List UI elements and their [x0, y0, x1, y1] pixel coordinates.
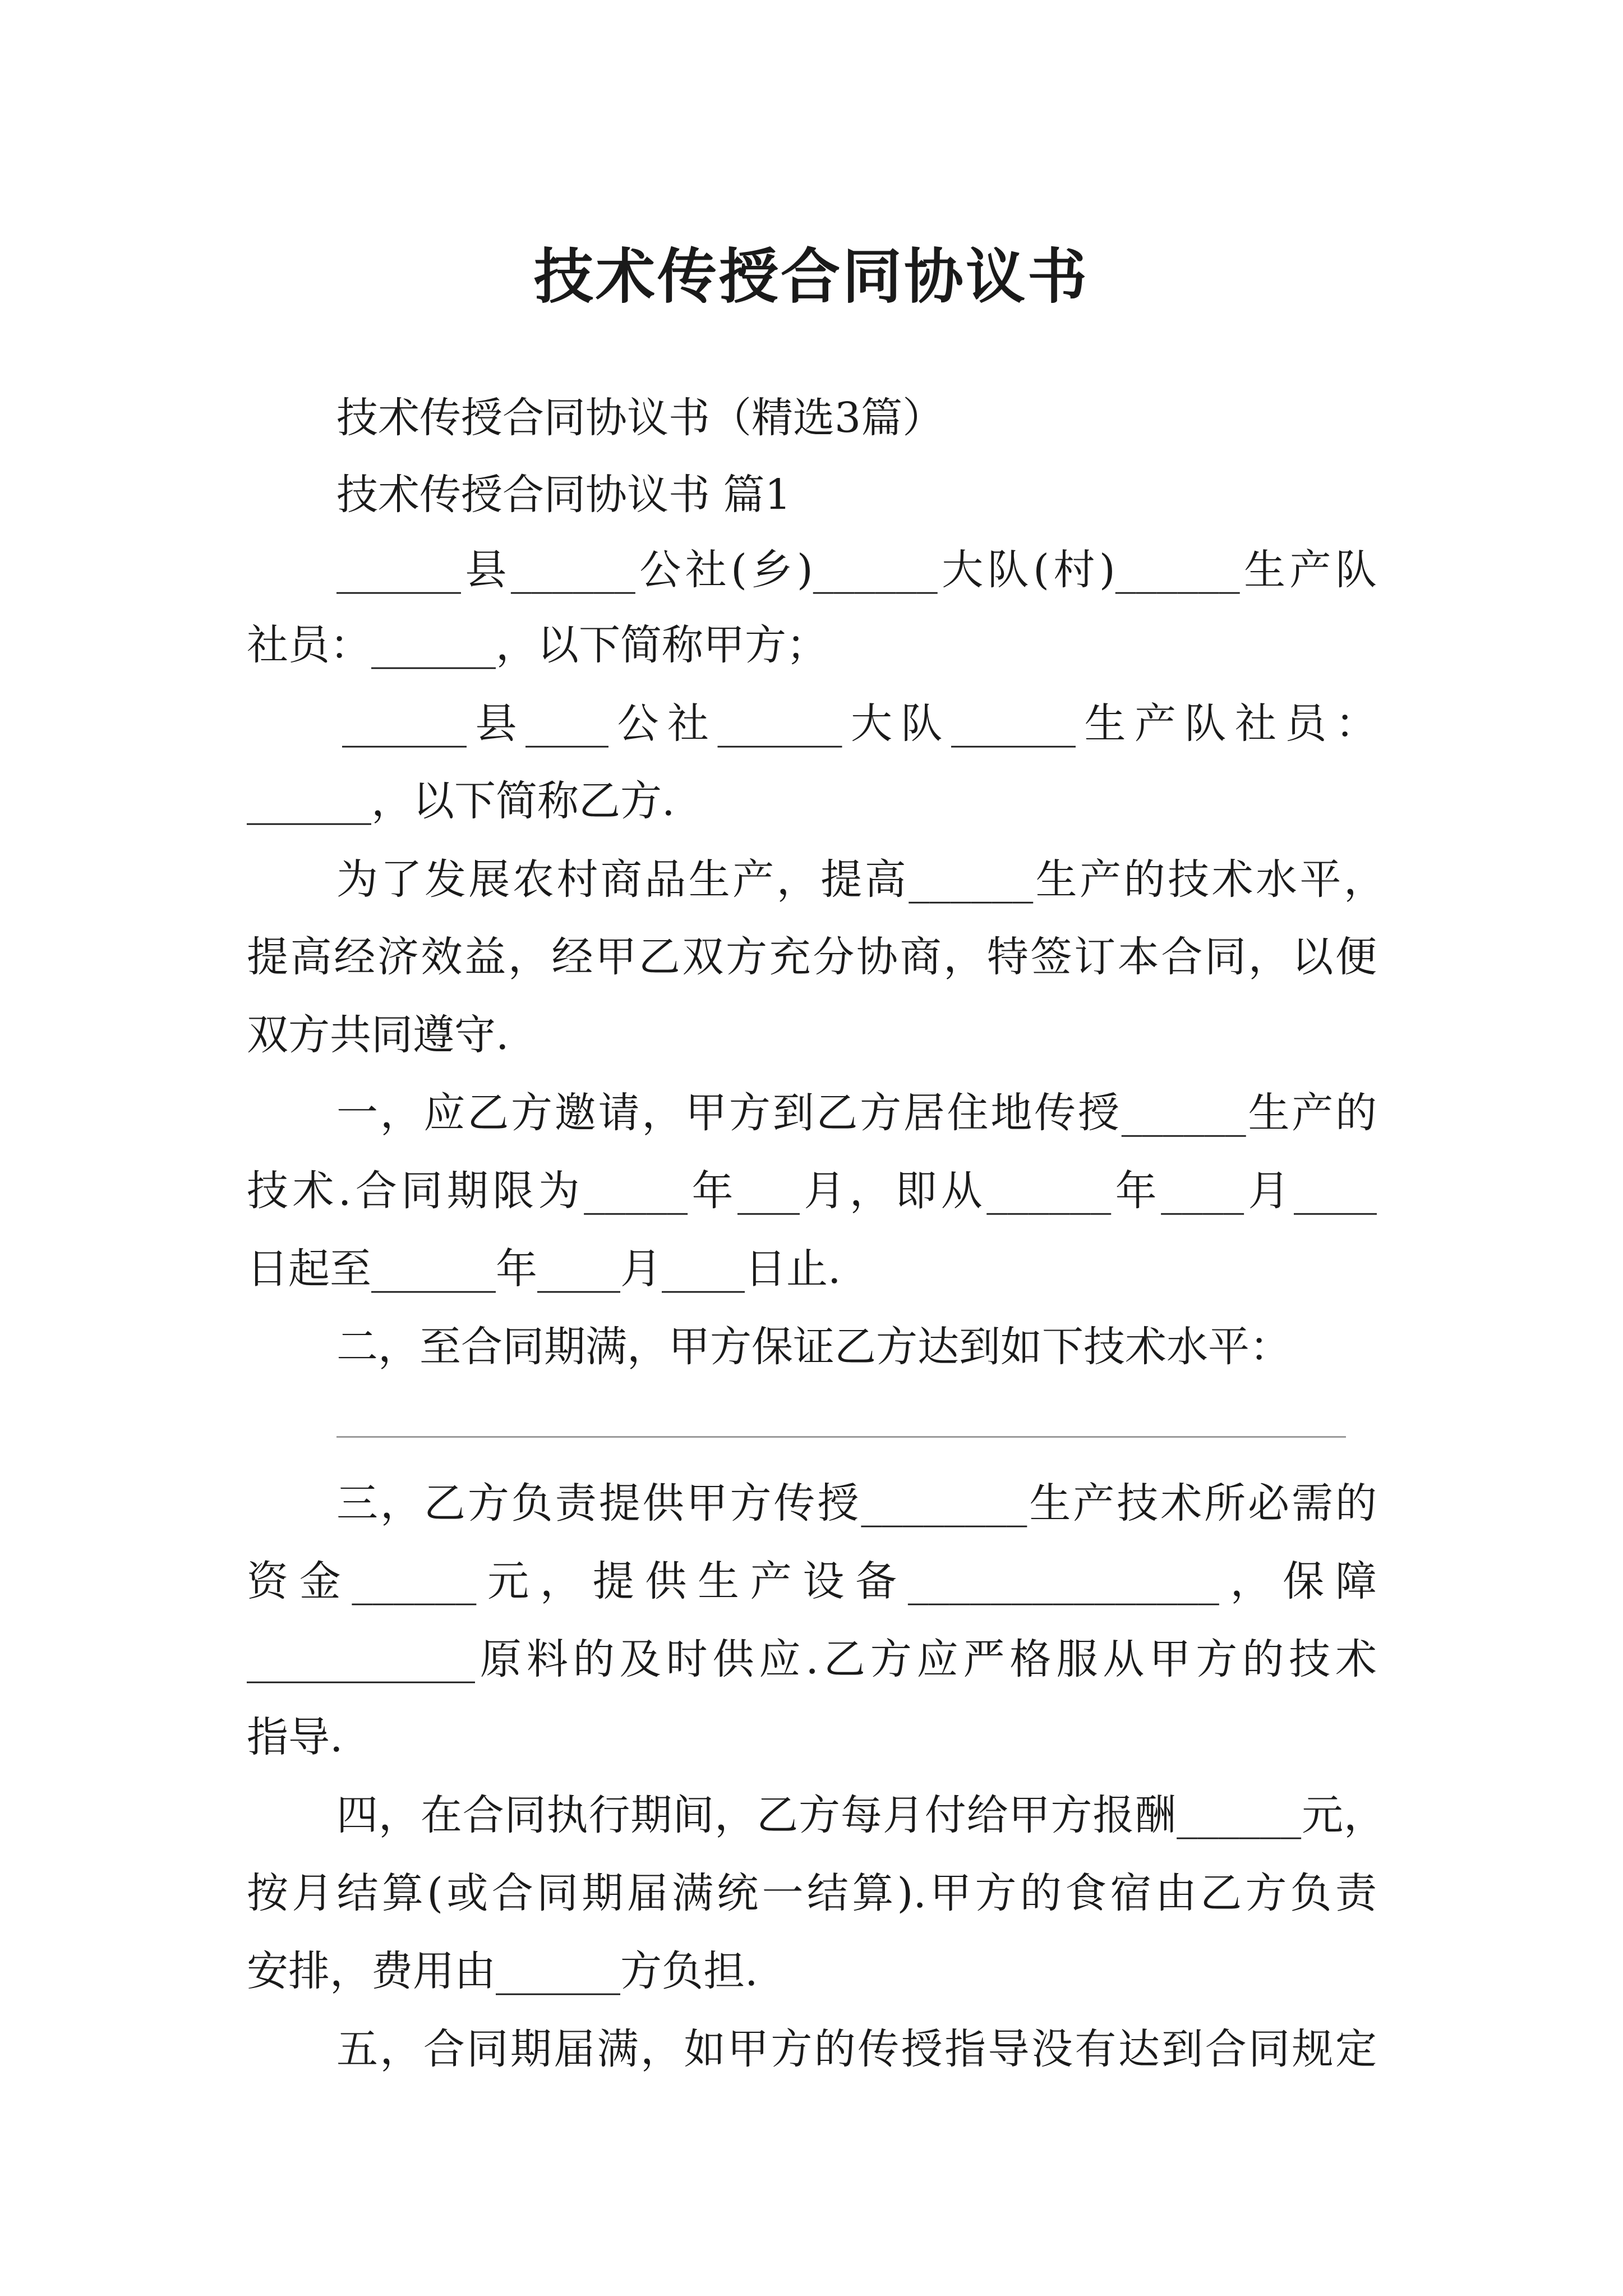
- clause-5-line-1: 五，合同期届满，如甲方的传授指导没有达到合同规定: [336, 2025, 1377, 2073]
- paragraph-intro-line-2: 提高经济效益，经甲乙双方充分协商，特签订本合同，以便: [247, 933, 1377, 981]
- clause-4-line-2: 按月结算(或合同期届满统一结算).甲方的食宿由乙方负责: [247, 1869, 1377, 1917]
- clause-1-line-1: 一，应乙方邀请，甲方到乙方居住地传授______生产的: [336, 1089, 1377, 1137]
- paragraph-intro-line-3: 双方共同遵守.: [247, 1011, 509, 1059]
- subtitle-line: 技术传授合同协议书（精选3篇）: [336, 394, 944, 442]
- document-title: 技术传授合同协议书: [534, 241, 1089, 312]
- clause-4-line-1: 四，在合同执行期间，乙方每月付给甲方报酬______元，: [336, 1791, 1385, 1839]
- clause-2-line-1: 二，至合同期满，甲方保证乙方达到如下技术水平：: [336, 1323, 1291, 1371]
- party-b-line-2: ______，以下简称乙方.: [247, 777, 675, 825]
- section-heading: 技术传授合同协议书 篇1: [336, 471, 791, 519]
- clause-4-line-3: 安排，费用由______方负担.: [247, 1947, 758, 1995]
- clause-3-line-2: 资金______元，提供生产设备_______________，保障: [247, 1557, 1377, 1605]
- paragraph-intro-line-1: 为了发展农村商品生产，提高______生产的技术水平，: [336, 855, 1385, 904]
- clause-1-line-3: 日起至______年____月____日止.: [247, 1245, 841, 1293]
- clause-3-line-4: 指导.: [247, 1713, 343, 1761]
- party-b-line-1: ______县____公社______大队______生产队社员：: [342, 700, 1377, 748]
- party-a-line-2: 社员：______，以下简称甲方；: [247, 621, 828, 669]
- clause-1-line-2: 技术.合同期限为_____年___月，即从______年____月____: [247, 1167, 1377, 1215]
- party-a-line-1: ______县______公社(乡)______大队(村)______生产队: [336, 546, 1377, 594]
- blank-fill-line: [336, 1436, 1346, 1438]
- clause-3-line-3: ___________原料的及时供应.乙方应严格服从甲方的技术: [247, 1635, 1377, 1683]
- clause-3-line-1: 三，乙方负责提供甲方传授________生产技术所必需的: [336, 1479, 1377, 1527]
